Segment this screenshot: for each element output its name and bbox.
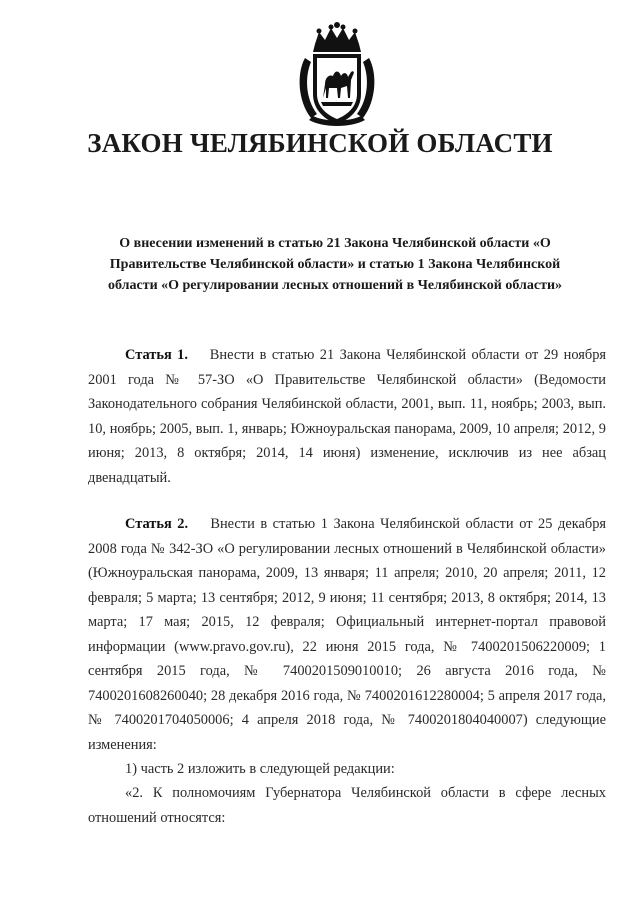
item-1: 1) часть 2 изложить в следующей редакции:	[125, 761, 395, 777]
article-1-label: Статья 1.	[125, 347, 188, 363]
document-subtitle: О внесении изменений в статью 21 Закона Челябинской области «О Правительстве Челябинской области» и статью 1 Закона Челябинской области «О регулировании лесных отношений в Челябинской области»	[107, 236, 563, 293]
article-2-label: Статья 2.	[125, 516, 189, 532]
article-1-text: Внести в статью 21 Закона Челябинской области от 29 ноября 2001 года № 57-ЗО «О Правительстве Челябинской области» (Ведомости Законодательного собрания Челябинской области, 2001, вып. 11, ноябрь; 2003, вып. 10, ноябрь; 2005, вып. 1, январь; Южноуральская панорама, 2009, 10 апреля; 2012, 9 июня; 2013, 8 октября; 2014, 14 июня) изменение, исключив из нее абзац двенадцатый.	[88, 347, 607, 486]
document-title: ЗАКОН ЧЕЛЯБИНСКОЙ ОБЛАСТИ	[87, 128, 553, 158]
article-2	[88, 512, 606, 757]
article-2-text: Внести в статью 1 Закона Челябинской области от 25 декабря 2008 года № 342-ЗО «О регулировании лесных отношений в Челябинской области» (Южноуральская панорама, 2009, 13 января; 11 апреля; 2010, 20 апреля; 2011, 12 февраля; 5 марта; 13 сентября; 2012, 9 июня; 11 сентября; 2013, 8 октября; 2014, 13 марта; 17 мая; 2015, 12 февраля; Официальный интернет-портал правовой информации (www.pravo.gov.ru), 22 июня 2015 года, № 7400201506220009; 1 сентября 2015 года, № 7400201509010010; 26 августа 2016 года, № 7400201608260040; 28 декабря 2016 года, № 7400201612280004; 5 апреля 2017 года, № 7400201704050006; 4 апреля 2018 года, № 7400201804040007) следующие изменения:	[88, 516, 607, 753]
article-1	[88, 343, 606, 490]
chelyabinsk-coat-of-arms-icon	[295, 22, 379, 130]
quoted-clause: «2. К полномочиям Губернатора Челябинской области в сфере лесных отношений относятся:	[88, 785, 606, 826]
